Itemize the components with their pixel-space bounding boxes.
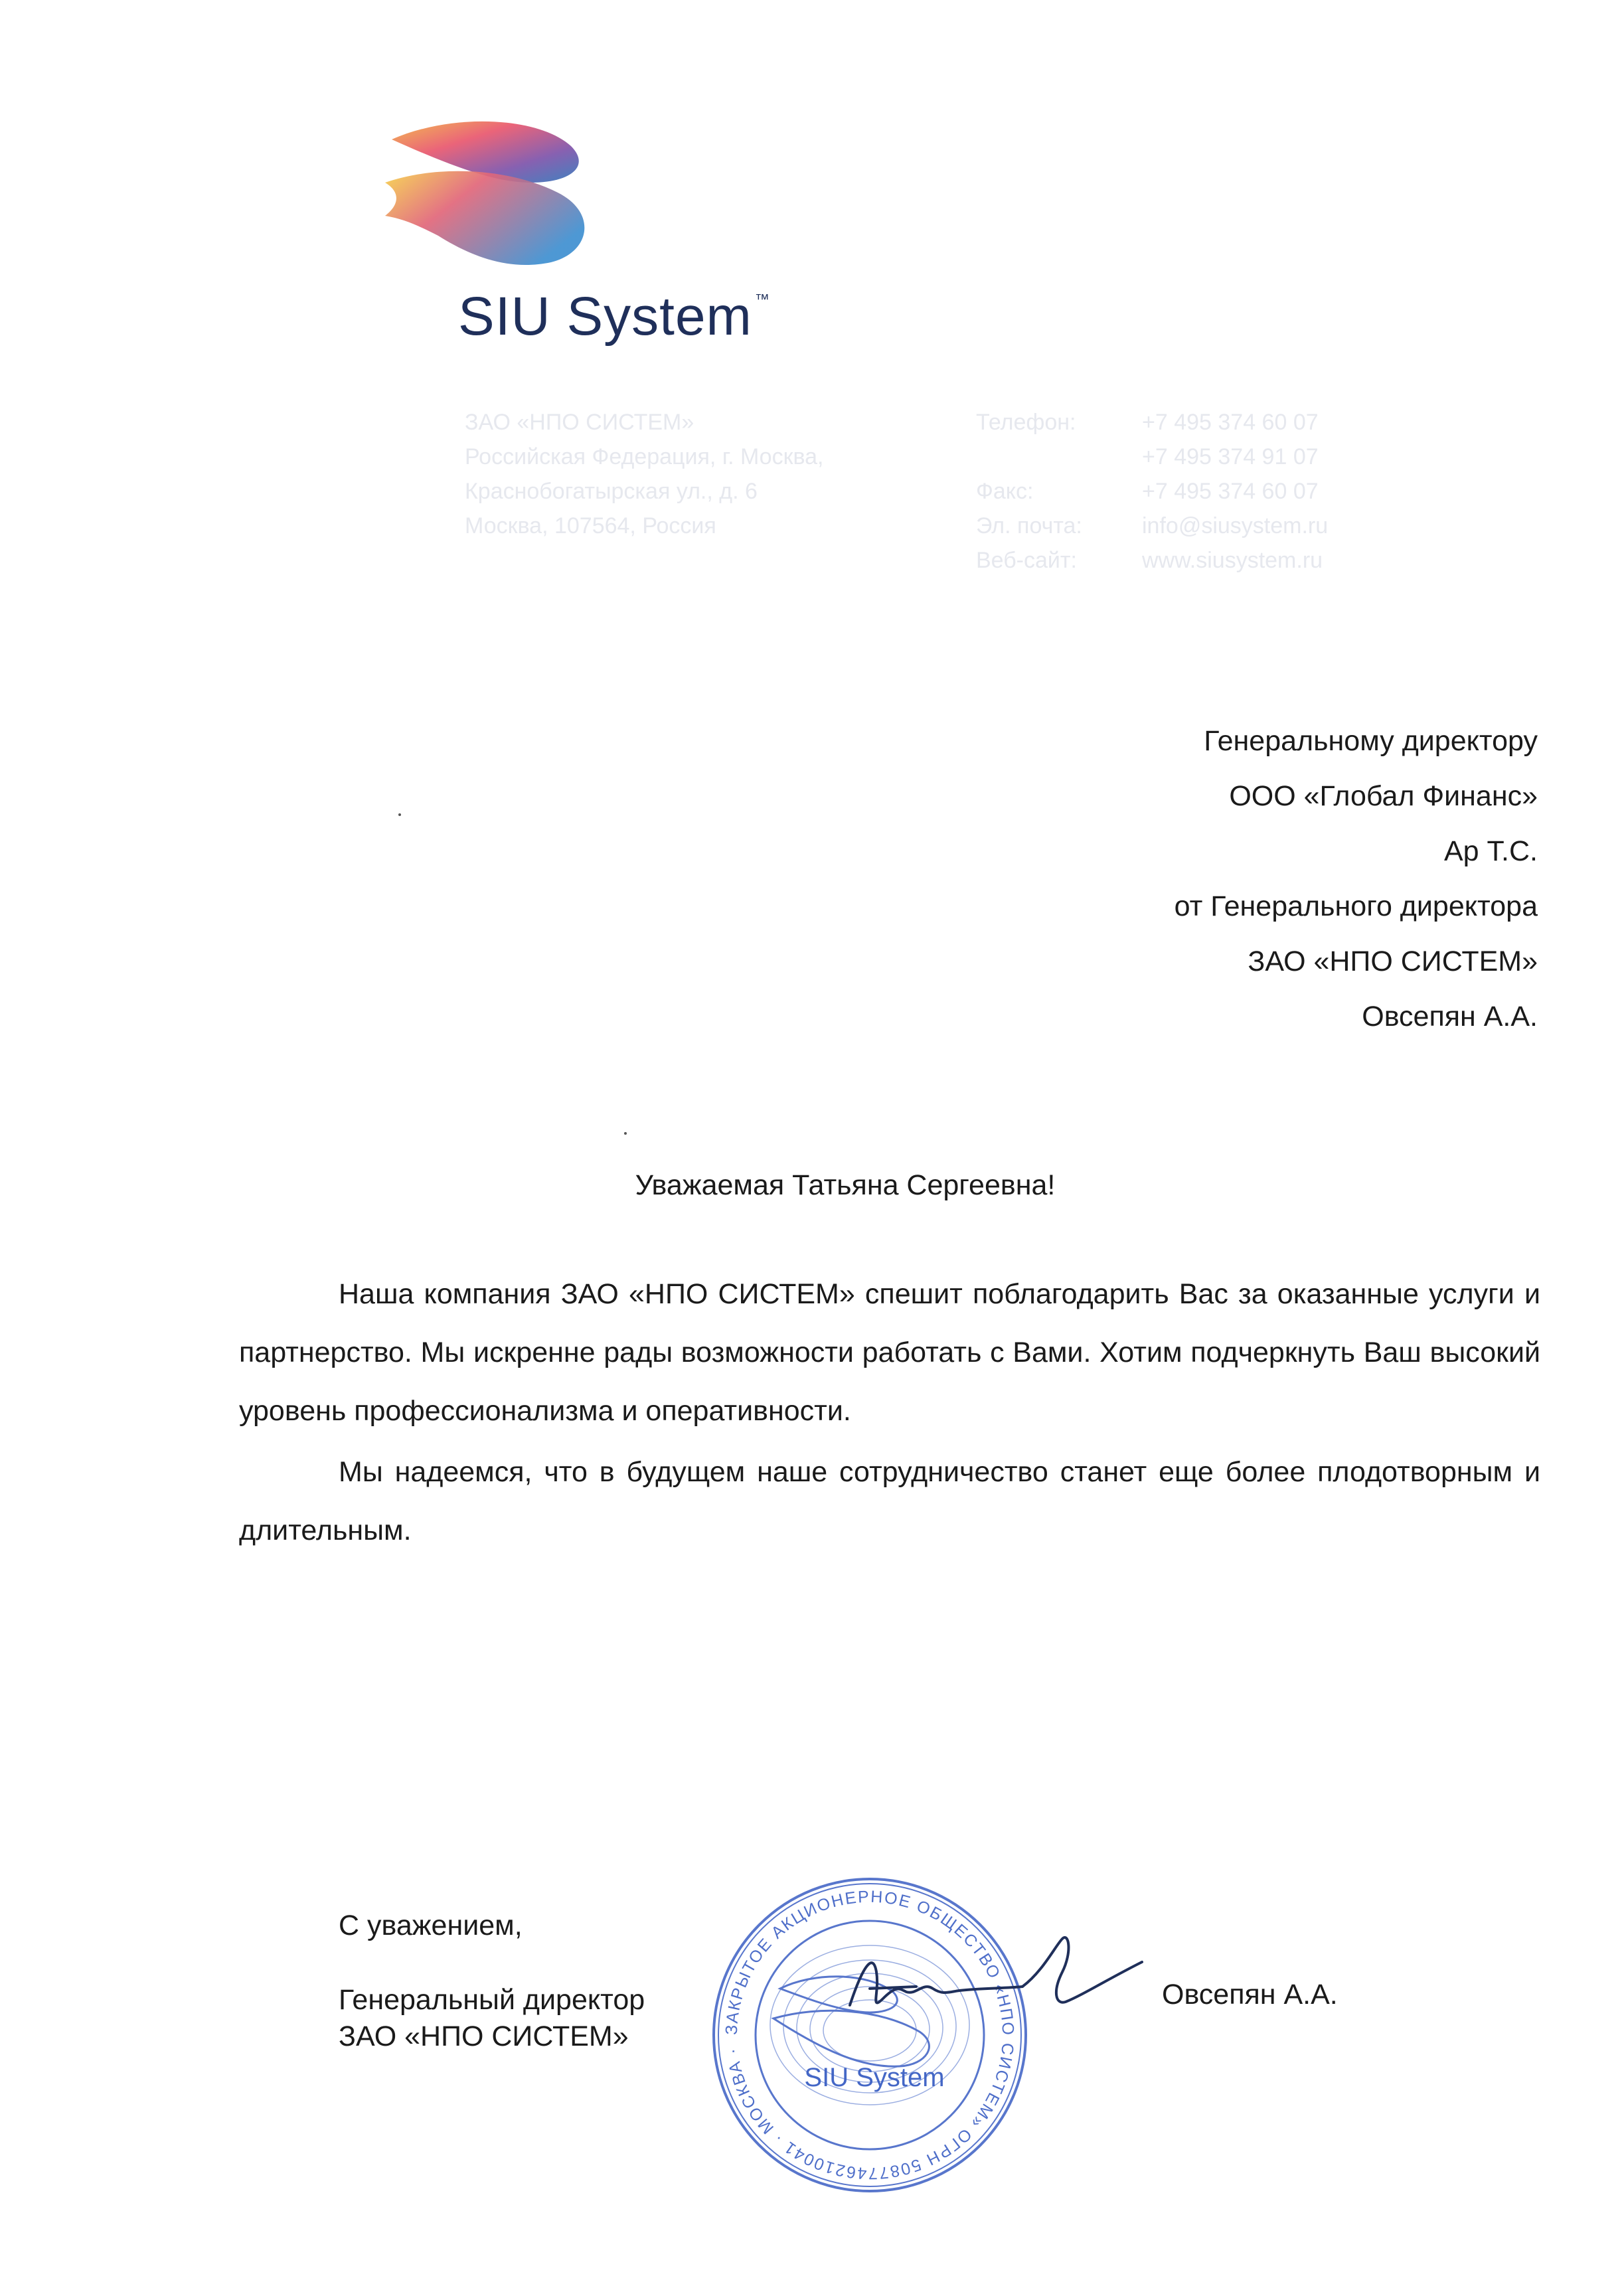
company-address-block — [465, 405, 930, 543]
contact-key — [976, 440, 1109, 474]
brand-text: SIU System — [458, 286, 752, 347]
signer-position — [339, 1982, 645, 2055]
letter-body — [239, 1265, 1540, 1562]
addressee-line: от Генерального директора — [1174, 890, 1538, 922]
contact-key: Эл. почта: — [976, 513, 1082, 538]
contact-value: +7 495 374 60 07 — [1142, 479, 1319, 504]
stamp-outer-text: ЗАКРЫТОЕ АКЦИОНЕРНОЕ ОБЩЕСТВО «НПО СИСТЕМ» ОГРН 5087746210041 · МОСКВА · — [722, 1887, 1018, 2183]
salutation — [0, 1165, 1624, 1205]
scan-speck — [398, 813, 401, 816]
body-paragraph: Мы надеемся, что в будущем наше сотрудничество станет еще более плодотворным и длительным. — [239, 1456, 1540, 1546]
contact-row — [976, 474, 1374, 509]
contact-key: Факс: — [976, 479, 1034, 504]
company-address-line: Краснобогатырская ул., д. 6 — [465, 479, 758, 504]
addressee-block — [1175, 714, 1538, 1044]
signer-company-line: ЗАО «НПО СИСТЕМ» — [339, 2020, 629, 2052]
contact-value: +7 495 374 60 07 — [1142, 410, 1319, 435]
contact-row — [976, 543, 1374, 578]
scan-speck — [624, 1132, 627, 1135]
addressee-line: Ар Т.С. — [1444, 835, 1538, 867]
addressee-line: ООО «Глобал Финанс» — [1229, 780, 1538, 812]
contact-key: Телефон: — [976, 410, 1076, 435]
trademark-mark: ™ — [754, 291, 770, 307]
company-contacts-block — [976, 405, 1374, 578]
contact-value: www.siusystem.ru — [1142, 548, 1323, 573]
addressee-line: Овсепян А.А. — [1362, 1001, 1538, 1032]
brand-name — [458, 286, 770, 348]
stamp-center-text: SIU System — [804, 2063, 945, 2092]
signer-name: Овсепян А.А. — [1162, 1979, 1338, 2010]
contact-key: Веб-сайт: — [976, 548, 1077, 573]
company-stamp — [707, 1872, 1032, 2198]
contact-row — [976, 405, 1374, 440]
company-address-line: Москва, 107564, Россия — [465, 513, 716, 538]
addressee-line: ЗАО «НПО СИСТЕМ» — [1248, 945, 1538, 977]
company-address-line: Российская Федерация, г. Москва, — [465, 444, 824, 469]
contact-value: info@siusystem.ru — [1142, 513, 1329, 538]
closing-regards: С уважением, — [339, 1910, 523, 1941]
signer-position-line: Генеральный директор — [339, 1984, 645, 2016]
contact-row — [976, 509, 1374, 543]
contact-row — [976, 440, 1374, 474]
company-address-line: ЗАО «НПО СИСТЕМ» — [465, 410, 694, 435]
siu-system-logo-icon — [372, 120, 598, 272]
closing-block — [339, 1906, 645, 2055]
handwritten-signature — [843, 1925, 1149, 2032]
salutation-text: Уважаемая Татьяна Сергеевна! — [635, 1169, 1056, 1201]
addressee-line: Генеральному директору — [1204, 725, 1538, 757]
contact-value: +7 495 374 91 07 — [1142, 444, 1319, 469]
body-paragraph: Наша компания ЗАО «НПО СИСТЕМ» спешит поблагодарить Вас за оказанные услуги и партнерство. Мы искренне рады возможности работать с Вами. Хотим подчеркнуть Ваш высокий уровень профессионализма и оперативности. — [239, 1278, 1540, 1427]
